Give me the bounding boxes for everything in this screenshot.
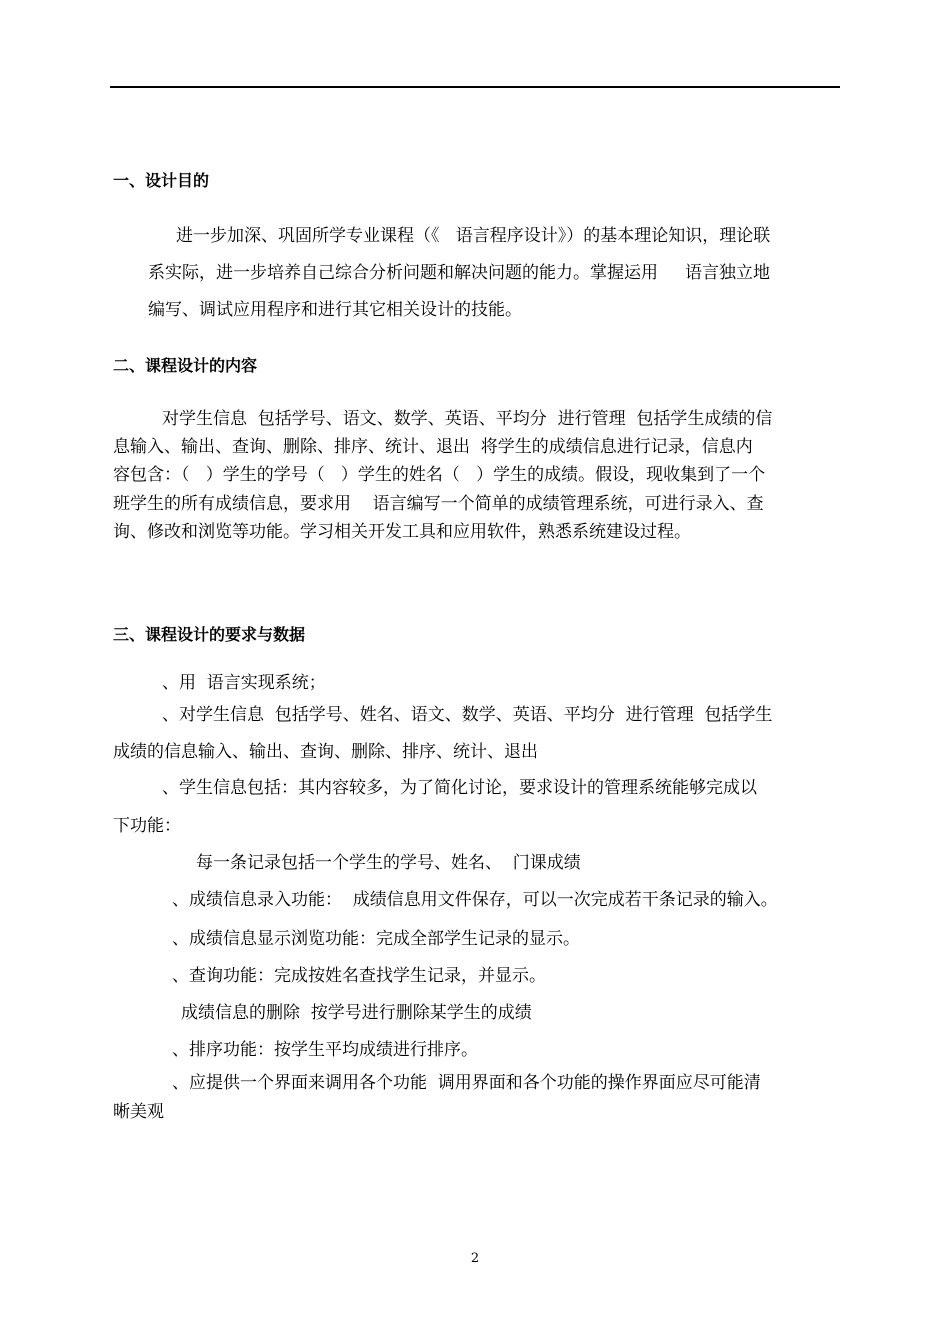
section3-line-4: 、学生信息包括：其内容较多，为了简化讨论，要求设计的管理系统能够完成以 bbox=[162, 778, 757, 798]
section3-line-5: 下功能： bbox=[113, 816, 181, 836]
section3-line-1: 、用 语言实现系统； bbox=[162, 673, 326, 693]
section3-line-9: 、查询功能：完成按姓名查找学生记录，并显示。 bbox=[172, 966, 546, 986]
section2-line-3: 容包含：（ ）学生的学号（ ）学生的姓名（ ）学生的成绩。假设，现收集到了一个 bbox=[113, 465, 766, 485]
section3-line-7: 、成绩信息录入功能： 成绩信息用文件保存，可以一次完成若干条记录的输入。 bbox=[172, 890, 778, 910]
section3-line-2: 、对学生信息 包括学号、姓名、语文、数学、英语、平均分 进行管理 包括学生 bbox=[162, 705, 773, 725]
section2-line-4: 班学生的所有成绩信息，要求用 语言编写一个简单的成绩管理系统，可进行录入、查 bbox=[113, 494, 764, 514]
section2-line-5: 询、修改和浏览等功能。学习相关开发工具和应用软件，熟悉系统建设过程。 bbox=[113, 522, 691, 542]
section3-line-13: 晰美观 bbox=[113, 1102, 164, 1122]
section3-line-3: 成绩的信息输入、输出、查询、删除、排序、统计、退出 bbox=[113, 742, 538, 762]
section1-line-2: 系实际，进一步培养自己综合分析问题和解决问题的能力。掌握运用 语言独立地 bbox=[148, 263, 771, 283]
section2-line-1: 对学生信息 包括学号、语文、数学、英语、平均分 进行管理 包括学生成绩的信 bbox=[162, 409, 773, 429]
page-number: 2 bbox=[470, 1251, 480, 1266]
section1-heading: 一、设计目的 bbox=[113, 171, 210, 190]
section1-line-3: 编写、调试应用程序和进行其它相关设计的技能。 bbox=[148, 300, 522, 320]
section2-heading: 二、课程设计的内容 bbox=[113, 356, 258, 375]
header-rule bbox=[110, 86, 840, 88]
section3-line-11: 、排序功能：按学生平均成绩进行排序。 bbox=[172, 1040, 478, 1060]
section3-line-10: 成绩信息的删除 按学号进行删除某学生的成绩 bbox=[181, 1003, 532, 1023]
section2-line-2: 息输入、输出、查询、删除、排序、统计、退出 将学生的成绩信息进行记录，信息内 bbox=[113, 437, 753, 457]
section3-line-8: 、成绩信息显示浏览功能：完成全部学生记录的显示。 bbox=[172, 929, 580, 949]
section3-line-12: 、应提供一个界面来调用各个功能 调用界面和各个功能的操作界面应尽可能清 bbox=[172, 1073, 761, 1093]
section1-line-1: 进一步加深、巩固所学专业课程（《 语言程序设计》）的基本理论知识，理论联 bbox=[176, 226, 771, 246]
section3-line-6: 每一条记录包括一个学生的学号、姓名、 门课成绩 bbox=[196, 853, 581, 873]
section3-heading: 三、课程设计的要求与数据 bbox=[113, 625, 306, 644]
